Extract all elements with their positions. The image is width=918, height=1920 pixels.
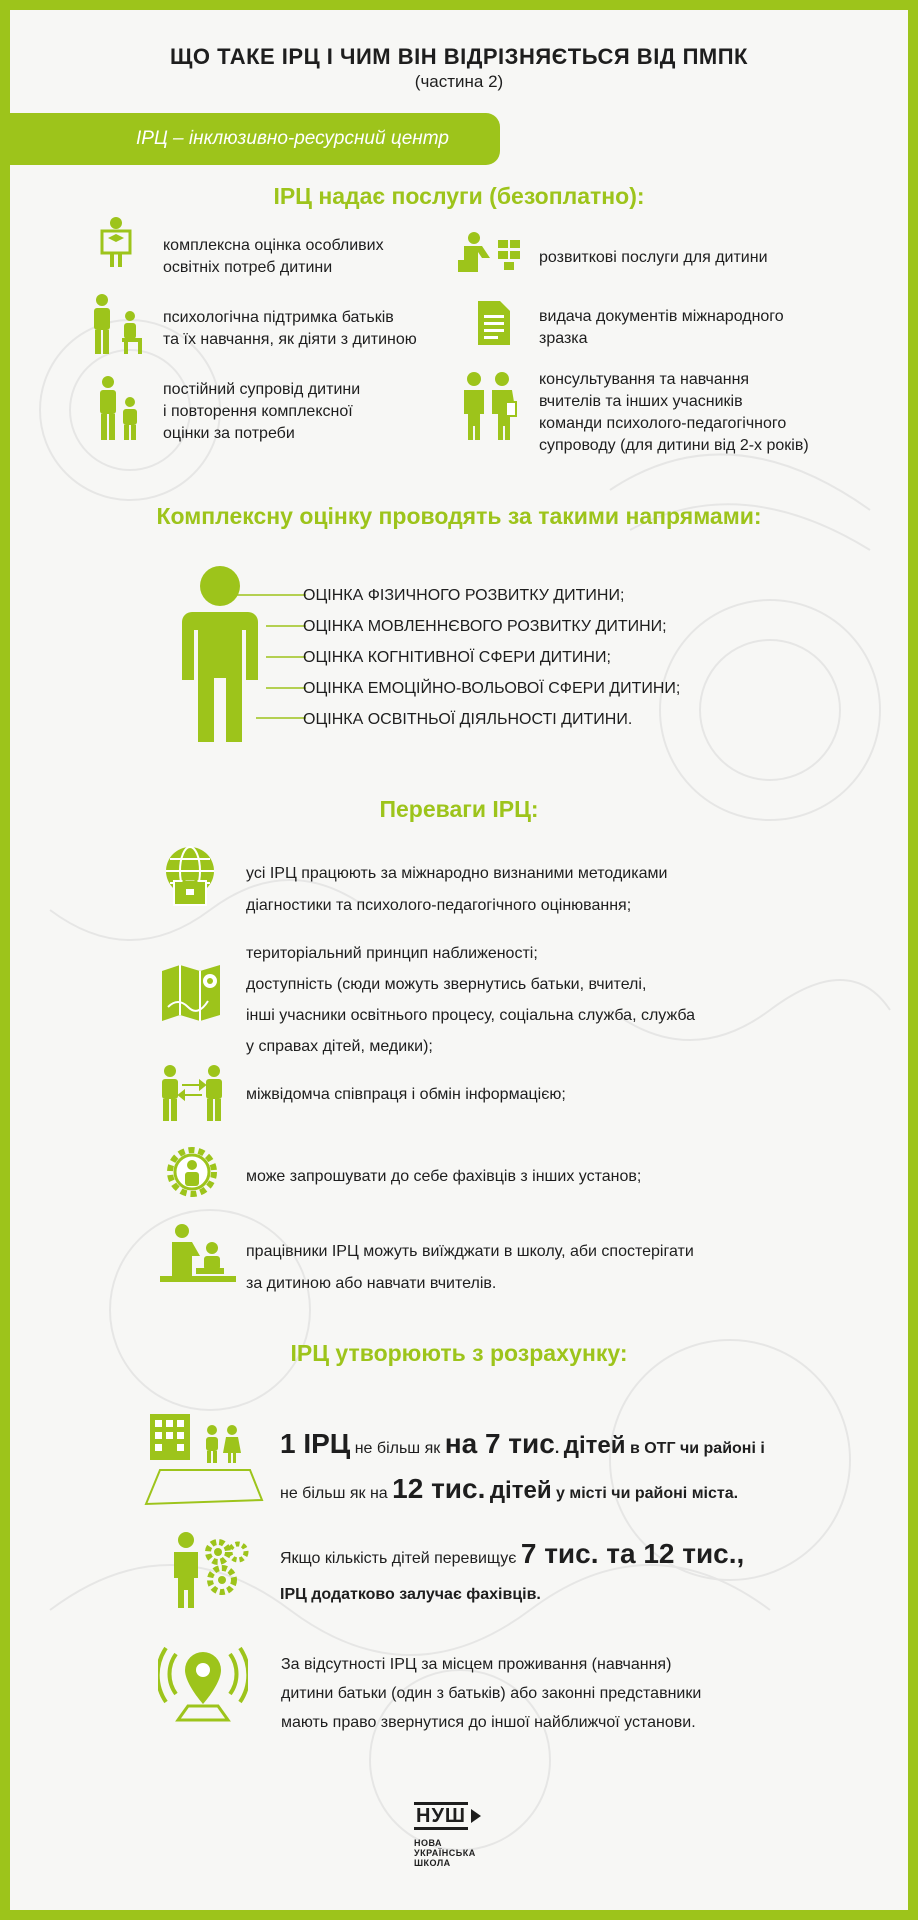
list-item: ОЦІНКА МОВЛЕННЄВОГО РОЗВИТКУ ДИТИНИ; xyxy=(303,618,667,635)
services-heading: ІРЦ надає послуги (безоплатно): xyxy=(273,183,645,209)
list-item: ОЦІНКА ЕМОЦІЙНО-ВОЛЬОВОЇ СФЕРИ ДИТИНИ; xyxy=(303,680,681,697)
logo-arrow-icon xyxy=(471,1809,481,1823)
list-item: ОЦІНКА ОСВІТНЬОЇ ДІЯЛЬНОСТІ ДИТИНИ. xyxy=(303,711,633,728)
map-icon xyxy=(160,963,224,1025)
advantage-school-visits: працівники ІРЦ можуть виїжджати в школу, аби спостерігати за дитиною або навчати вчителів. xyxy=(246,1243,694,1292)
teacher-student-icon xyxy=(160,1224,236,1286)
teachers-icon xyxy=(458,372,520,442)
assessment-heading: Комплексну оцінку проводять за такими напрямами: xyxy=(156,503,762,529)
definition-banner: ІРЦ – інклюзивно-ресурсний центр xyxy=(10,113,500,165)
parent-child-icon xyxy=(96,376,142,442)
globe-briefcase-icon xyxy=(160,845,220,909)
service-psych-support: психологічна підтримка батьків та їх навчання, як діяти з дитиною xyxy=(163,309,417,348)
assessment-list xyxy=(303,581,680,736)
diploma-person-icon xyxy=(96,216,136,268)
service-complex-assessment: комплексна оцінка особливих освітніх потреб дитини xyxy=(163,237,384,276)
exchange-people-icon xyxy=(160,1065,224,1123)
advantage-methods: усі ІРЦ працюють за міжнародно визнаними методиками діагностики та психолого-педагогічного оцінювання; xyxy=(246,865,668,914)
calculation-heading: ІРЦ утворюють з розрахунку: xyxy=(290,1340,628,1366)
calc-rule-3: За відсутності ІРЦ за місцем проживання (навчання) дитини батьки (один з батьків) або законні представники мають право звернутися до іншої найближчої установи. xyxy=(281,1656,702,1731)
advantage-cooperation: міжвідомча співпраця і обмін інформацією; xyxy=(246,1086,566,1103)
page-subtitle: (частина 2) xyxy=(414,72,504,91)
service-development: розвиткові послуги для дитини xyxy=(539,249,768,266)
calc-rule-1: 1 ІРЦ не більш як на 7 тис. дітей в ОТГ чи районі і не більш як на 12 тис. дітей у місті чи районі міста. xyxy=(280,1428,765,1504)
list-item: ОЦІНКА КОГНІТИВНОЇ СФЕРИ ДИТИНИ; xyxy=(303,649,611,666)
building-blocks-icon xyxy=(458,232,524,274)
logo-mark: НУШ xyxy=(414,1802,468,1830)
advantage-territorial: територіальний принцип наближеності; доступність (сюди можуть звернутись батьки, вчителі, інші учасники освітнього процесу, соціальна служба, служба у справах дітей, медики); xyxy=(246,945,696,1055)
nush-logo: НУШ НОВА УКРАЇНСЬКА ШКОЛА xyxy=(414,1802,481,1868)
list-item: ОЦІНКА ФІЗИЧНОГО РОЗВИТКУ ДИТИНИ; xyxy=(303,587,625,604)
person-gears-icon xyxy=(170,1532,250,1610)
document-icon xyxy=(476,299,512,347)
service-continuous-support: постійний супровід дитини і повторення комплексної оцінки за потреби xyxy=(163,381,361,442)
service-documents: видача документів міжнародного зразка xyxy=(539,308,784,347)
calc-rule-2: Якщо кількість дітей перевищує 7 тис. та 12 тис., ІРЦ додатково залучає фахівців. xyxy=(280,1538,745,1603)
gear-person-icon xyxy=(164,1144,220,1200)
location-pin-icon xyxy=(158,1646,248,1726)
city-children-icon xyxy=(144,1410,264,1506)
family-support-icon xyxy=(88,294,152,356)
advantages-heading: Переваги ІРЦ: xyxy=(379,796,539,822)
service-teacher-consulting: консультування та навчання вчителів та інших учасників команди психолого-педагогічного супроводу (для дитини від 2-х років) xyxy=(539,371,809,454)
page-title: ЩО ТАКЕ ІРЦ І ЧИМ ВІН ВІДРІЗНЯЄТЬСЯ ВІД ПМПК xyxy=(170,44,748,69)
advantage-invite-specialists: може запрошувати до себе фахівців з інших установ; xyxy=(246,1168,642,1185)
assessment-connector-lines xyxy=(236,590,306,730)
